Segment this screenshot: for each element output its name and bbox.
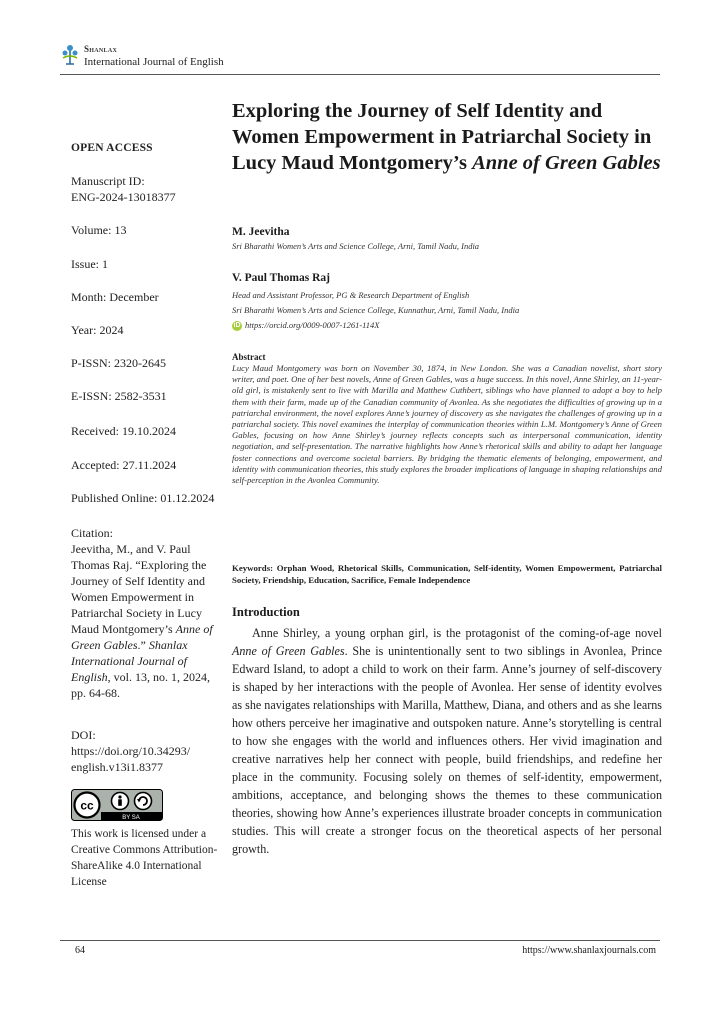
journal-name: International Journal of English	[84, 56, 224, 68]
year: Year: 2024	[71, 323, 124, 337]
introduction-heading: Introduction	[232, 605, 300, 619]
author-2-name: V. Paul Thomas Raj	[232, 272, 330, 284]
cc-label: BY SA	[122, 814, 140, 821]
intro-book-title: Anne of Green Gables	[232, 644, 345, 658]
publisher-name: Shanlax	[84, 44, 118, 54]
citation-journal: Shanlax International Journal of English	[71, 638, 188, 684]
footer-url[interactable]: https://www.shanlaxjournals.com	[522, 945, 656, 956]
author-2-affiliation-college: Sri Bharathi Women’s Arts and Science College, Kunnathur, Arni, Tamil Nadu, India	[232, 305, 520, 315]
accepted-date: Accepted: 27.11.2024	[71, 458, 177, 472]
header-divider	[60, 74, 660, 75]
author-2-affiliation-dept: Head and Assistant Professor, PG & Research Department of English	[232, 290, 470, 300]
doi-link[interactable]: https://doi.org/10.34293/ english.v13i1.8377	[71, 744, 191, 774]
footer-divider	[60, 940, 660, 941]
citation-label: Citation:	[71, 526, 113, 540]
e-issn: E-ISSN: 2582-3531	[71, 389, 167, 403]
citation-text: Jeevitha, M., and V. Paul Thomas Raj. “Exploring the Journey of Self Identity and Women Empowerment in Patriarchal Society in Lucy Maud Montgomery’s Anne of Green Gables.” Shanlax International Journal of English, vol. 13, no. 1, 2024, pp. 64-68.	[71, 542, 213, 700]
abstract-heading: Abstract	[232, 352, 266, 362]
author-1-name: M. Jeevitha	[232, 226, 290, 238]
received-date: Received: 19.10.2024	[71, 424, 176, 438]
creative-commons-by-sa-icon[interactable]	[71, 789, 163, 821]
orcid-row[interactable]	[232, 320, 380, 331]
orcid-icon: iD	[233, 322, 241, 330]
author-1-affiliation: Sri Bharathi Women’s Arts and Science College, Arni, Tamil Nadu, India	[232, 241, 480, 251]
p-issn: P-ISSN: 2320-2645	[71, 356, 167, 370]
journal-header	[60, 38, 660, 74]
keywords: Keywords: Orphan Wood, Rhetorical Skills, Communication, Self-identity, Women Empowerment, Patriarchal Society, Friendship, Education, Sacrifice, Female Independence	[232, 563, 662, 585]
article-title: Exploring the Journey of Self Identity and Women Empowerment in Patriarchal Society in Lucy Maud Montgomery’s Anne of Green Gables	[232, 100, 661, 174]
license-text: This work is licensed under a Creative Commons Attribution-ShareAlike 4.0 International License	[71, 828, 218, 888]
issue: Issue: 1	[71, 257, 108, 271]
published-date: Published Online: 01.12.2024	[71, 491, 215, 505]
svg-text:cc: cc	[80, 798, 94, 813]
open-access-label: OPEN ACCESS	[71, 142, 153, 154]
title-book-name: Anne of Green Gables	[472, 152, 661, 174]
manuscript-label: Manuscript ID:	[71, 174, 145, 188]
abstract-text: Lucy Maud Montgomery was born on November 30, 1874, in New London. She was a Canadian novelist, short story writer, and poet. One of her best novels, Anne of Green Gables, was a huge success. In this novel, Anne Shirley, an 11-year-old girl, is mistakenly sent to live with Marilla and Matthew Cuthbert, siblings who have planned to adopt a boy to help them with their farm, made up of the Canadian community of Avonlea. As she negotiates the difficulties of growing up in a patriarchal environment, the novel explores Anne’s journey of discovery as she navigates the challenges of growing up in a patriarchal society. This novel examines the interplay of communication theories within L.M. Montgomery’s Anne of Green Gables, focusing on how Anne Shirley’s journey reflects concepts such as interpersonal communication, identity negotiation, and self-presentation. The narrative highlights how Anne’s rhetorical skills and ability to adapt her language foster connections and overcome societal barriers. By bridging the thematic elements of belonging, empowerment, and identity with communication theories, this study explores the broader implications of language in shaping relationships and self-perception in the Avonlea Community.	[232, 363, 662, 486]
introduction-paragraph: Anne Shirley, a young orphan girl, is the protagonist of the coming-of-age novel Anne of Green Gables. She is unintentionally sent to two siblings in Avonlea, Prince Edward Island, to adopt a child to work on their farm. Anne’s journey of self-discovery is shaped by her interactions with the people of Avonlea. Her sense of identity evolves as she navigates relationships with Marilla, Matthew, Diana, and others and as she learns how others perceive her imaginative and outspoken nature. Anne’s storytelling is central to how she engages with the world and influences others. Her vivid imagination and creative narratives help her connect with people, build friendships, and redefine her place in the community. Focusing solely on themes of self-identity, empowerment, ambitions, acceptance, and belonging shows the themes to these communication theories, showing how Anne’s experiences illustrate broader concepts in communication studies. This will create a stronger focus on the theoretical aspects of her personal growth.	[232, 626, 662, 856]
manuscript-id: ENG-2024-13018377	[71, 190, 176, 204]
page-number: 64	[75, 945, 85, 956]
volume: Volume: 13	[71, 223, 127, 237]
citation-book-title: Anne of Green Gables	[71, 622, 213, 652]
month: Month: December	[71, 290, 159, 304]
orcid-link[interactable]: https://orcid.org/0009-0007-1261-114X	[245, 320, 380, 330]
shanlax-logo-icon	[60, 42, 80, 66]
doi-label: DOI:	[71, 728, 96, 742]
